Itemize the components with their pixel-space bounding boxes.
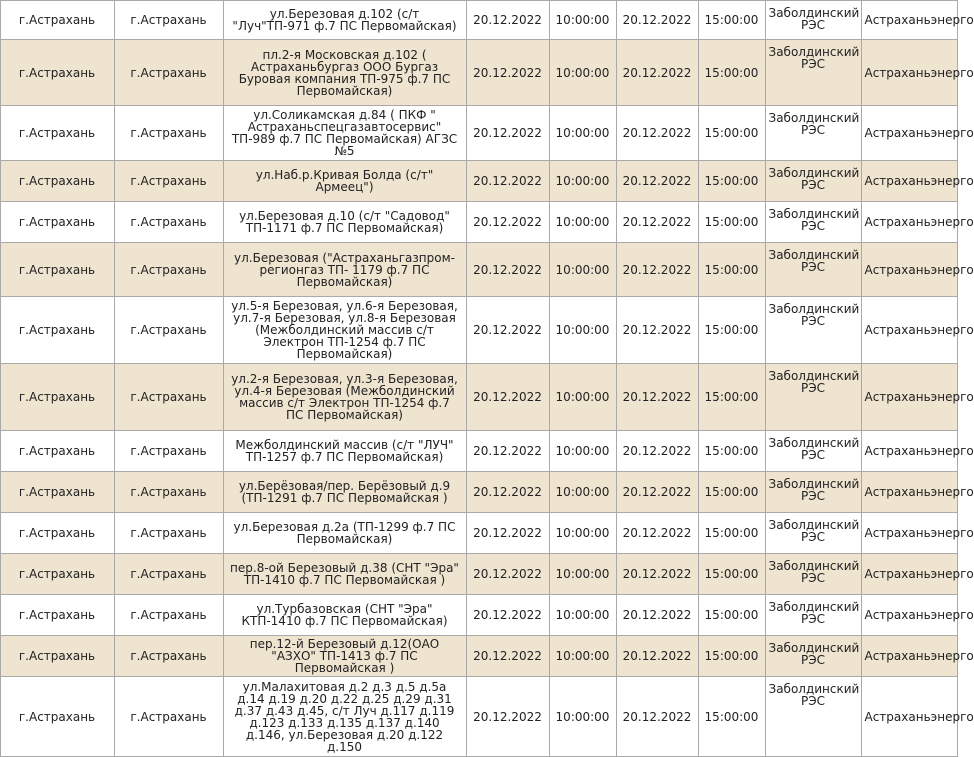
start-date-cell: 20.12.2022 <box>466 595 549 636</box>
city-cell: г.Астрахань <box>0 106 114 161</box>
table-row <box>0 40 957 106</box>
city-cell: г.Астрахань <box>0 40 114 106</box>
res-cell: Заболдинский РЭС <box>765 161 861 202</box>
city-cell: г.Астрахань <box>0 364 114 431</box>
start-time-cell: 10:00:00 <box>549 40 616 106</box>
end-time-cell: 15:00:00 <box>698 1 765 40</box>
locality-cell: г.Астрахань <box>114 106 223 161</box>
locality-cell: г.Астрахань <box>114 595 223 636</box>
organization-cell: Астраханьэнерго <box>861 472 957 513</box>
end-date-cell: 20.12.2022 <box>616 677 698 757</box>
organization-cell: Астраханьэнерго <box>861 364 957 431</box>
address-cell: пл.2-я Московская д.102 ( Астраханьбургаз ООО Бургаз Буровая компания ТП-975 ф.7 ПС Первомайская) <box>223 40 466 106</box>
address-cell: ул.Наб.р.Кривая Болда (с/т" Армеец") <box>223 161 466 202</box>
end-time-cell: 15:00:00 <box>698 431 765 472</box>
organization-cell: Астраханьэнерго <box>861 636 957 677</box>
table-row <box>0 677 957 757</box>
start-date-cell: 20.12.2022 <box>466 431 549 472</box>
city-cell: г.Астрахань <box>0 595 114 636</box>
start-time-cell: 10:00:00 <box>549 513 616 554</box>
start-time-cell: 10:00:00 <box>549 364 616 431</box>
locality-cell: г.Астрахань <box>114 364 223 431</box>
start-date-cell: 20.12.2022 <box>466 364 549 431</box>
table-row <box>0 202 957 243</box>
address-cell: ул.Соликамская д.84 ( ПКФ " Астраханьспецгазавтосервис" ТП-989 ф.7 ПС Первомайская) АГЗС №5 <box>223 106 466 161</box>
locality-cell: г.Астрахань <box>114 297 223 364</box>
start-time-cell: 10:00:00 <box>549 472 616 513</box>
table-row <box>0 297 957 364</box>
locality-cell: г.Астрахань <box>114 1 223 40</box>
city-cell: г.Астрахань <box>0 472 114 513</box>
city-cell: г.Астрахань <box>0 202 114 243</box>
start-time-cell: 10:00:00 <box>549 677 616 757</box>
address-cell: ул.Березовая д.2а (ТП-1299 ф.7 ПС Первомайская) <box>223 513 466 554</box>
end-date-cell: 20.12.2022 <box>616 243 698 297</box>
table-row <box>0 243 957 297</box>
end-time-cell: 15:00:00 <box>698 40 765 106</box>
table-row <box>0 636 957 677</box>
start-time-cell: 10:00:00 <box>549 106 616 161</box>
locality-cell: г.Астрахань <box>114 513 223 554</box>
locality-cell: г.Астрахань <box>114 161 223 202</box>
organization-cell: Астраханьэнерго <box>861 161 957 202</box>
end-date-cell: 20.12.2022 <box>616 161 698 202</box>
start-date-cell: 20.12.2022 <box>466 1 549 40</box>
organization-cell: Астраханьэнерго <box>861 595 957 636</box>
end-time-cell: 15:00:00 <box>698 243 765 297</box>
end-date-cell: 20.12.2022 <box>616 513 698 554</box>
city-cell: г.Астрахань <box>0 161 114 202</box>
table-row <box>0 472 957 513</box>
organization-cell: Астраханьэнерго <box>861 243 957 297</box>
locality-cell: г.Астрахань <box>114 40 223 106</box>
end-time-cell: 15:00:00 <box>698 161 765 202</box>
end-date-cell: 20.12.2022 <box>616 431 698 472</box>
table-row <box>0 431 957 472</box>
table-row <box>0 106 957 161</box>
locality-cell: г.Астрахань <box>114 202 223 243</box>
table-row <box>0 513 957 554</box>
start-time-cell: 10:00:00 <box>549 243 616 297</box>
locality-cell: г.Астрахань <box>114 472 223 513</box>
end-date-cell: 20.12.2022 <box>616 40 698 106</box>
start-time-cell: 10:00:00 <box>549 161 616 202</box>
res-cell: Заболдинский РЭС <box>765 364 861 431</box>
res-cell: Заболдинский РЭС <box>765 595 861 636</box>
start-date-cell: 20.12.2022 <box>466 161 549 202</box>
start-time-cell: 10:00:00 <box>549 554 616 595</box>
end-time-cell: 15:00:00 <box>698 554 765 595</box>
res-cell: Заболдинский РЭС <box>765 297 861 364</box>
end-date-cell: 20.12.2022 <box>616 364 698 431</box>
end-time-cell: 15:00:00 <box>698 106 765 161</box>
organization-cell: Астраханьэнерго <box>861 297 957 364</box>
end-date-cell: 20.12.2022 <box>616 554 698 595</box>
end-date-cell: 20.12.2022 <box>616 1 698 40</box>
start-time-cell: 10:00:00 <box>549 297 616 364</box>
res-cell: Заболдинский РЭС <box>765 554 861 595</box>
end-time-cell: 15:00:00 <box>698 202 765 243</box>
organization-cell: Астраханьэнерго <box>861 202 957 243</box>
locality-cell: г.Астрахань <box>114 431 223 472</box>
address-cell: ул.5-я Березовая, ул.6-я Березовая, ул.7-я Березовая, ул.8-я Березовая (Межболдинский массив с/т Электрон ТП-1254 ф.7 ПС Первомайская) <box>223 297 466 364</box>
end-time-cell: 15:00:00 <box>698 677 765 757</box>
address-cell: ул.Березовая д.10 (с/т "Садовод" ТП-1171 ф.7 ПС Первомайская) <box>223 202 466 243</box>
res-cell: Заболдинский РЭС <box>765 1 861 40</box>
organization-cell: Астраханьэнерго <box>861 431 957 472</box>
end-date-cell: 20.12.2022 <box>616 636 698 677</box>
start-date-cell: 20.12.2022 <box>466 677 549 757</box>
organization-cell: Астраханьэнерго <box>861 554 957 595</box>
start-date-cell: 20.12.2022 <box>466 40 549 106</box>
end-time-cell: 15:00:00 <box>698 636 765 677</box>
city-cell: г.Астрахань <box>0 554 114 595</box>
organization-cell: Астраханьэнерго <box>861 677 957 757</box>
locality-cell: г.Астрахань <box>114 243 223 297</box>
address-cell: ул.Турбазовская (СНТ "Эра" КТП-1410 ф.7 ПС Первомайская) <box>223 595 466 636</box>
city-cell: г.Астрахань <box>0 677 114 757</box>
organization-cell: Астраханьэнерго <box>861 106 957 161</box>
start-date-cell: 20.12.2022 <box>466 297 549 364</box>
res-cell: Заболдинский РЭС <box>765 677 861 757</box>
city-cell: г.Астрахань <box>0 431 114 472</box>
start-time-cell: 10:00:00 <box>549 431 616 472</box>
start-time-cell: 10:00:00 <box>549 202 616 243</box>
end-time-cell: 15:00:00 <box>698 595 765 636</box>
start-time-cell: 10:00:00 <box>549 1 616 40</box>
res-cell: Заболдинский РЭС <box>765 202 861 243</box>
res-cell: Заболдинский РЭС <box>765 472 861 513</box>
city-cell: г.Астрахань <box>0 243 114 297</box>
table-row <box>0 1 957 40</box>
start-date-cell: 20.12.2022 <box>466 472 549 513</box>
start-date-cell: 20.12.2022 <box>466 554 549 595</box>
address-cell: ул.2-я Березовая, ул.3-я Березовая, ул.4-я Березовая (Межболдинский массив с/т Электрон ТП-1254 ф.7 ПС Первомайская) <box>223 364 466 431</box>
address-cell: ул.Малахитовая д.2 д.3 д.5 д.5а д.14 д.19 д.20 д.22 д.25 д.29 д.31 д.37 д.43 д.45, с/т Луч д.117 д.119 д.123 д.133 д.135 д.137 д.140 д.146, ул.Березовая д.20 д.122 д.150 <box>223 677 466 757</box>
end-time-cell: 15:00:00 <box>698 513 765 554</box>
start-time-cell: 10:00:00 <box>549 636 616 677</box>
end-date-cell: 20.12.2022 <box>616 595 698 636</box>
res-cell: Заболдинский РЭС <box>765 40 861 106</box>
end-time-cell: 15:00:00 <box>698 472 765 513</box>
locality-cell: г.Астрахань <box>114 554 223 595</box>
address-cell: пер.8-ой Березовый д.38 (СНТ "Эра" ТП-1410 ф.7 ПС Первомайская ) <box>223 554 466 595</box>
end-date-cell: 20.12.2022 <box>616 202 698 243</box>
start-time-cell: 10:00:00 <box>549 595 616 636</box>
start-date-cell: 20.12.2022 <box>466 243 549 297</box>
start-date-cell: 20.12.2022 <box>466 202 549 243</box>
address-cell: Межболдинский массив (с/т "ЛУЧ" ТП-1257 ф.7 ПС Первомайская) <box>223 431 466 472</box>
address-cell: ул.Березовая ("Астраханьгазпром-регионгаз ТП- 1179 ф.7 ПС Первомайская) <box>223 243 466 297</box>
locality-cell: г.Астрахань <box>114 636 223 677</box>
city-cell: г.Астрахань <box>0 513 114 554</box>
res-cell: Заболдинский РЭС <box>765 636 861 677</box>
table-row <box>0 595 957 636</box>
end-date-cell: 20.12.2022 <box>616 106 698 161</box>
table-row <box>0 364 957 431</box>
city-cell: г.Астрахань <box>0 1 114 40</box>
address-cell: ул.Берёзовая/пер. Берёзовый д.9 (ТП-1291 ф.7 ПС Первомайская ) <box>223 472 466 513</box>
start-date-cell: 20.12.2022 <box>466 636 549 677</box>
organization-cell: Астраханьэнерго <box>861 1 957 40</box>
address-cell: ул.Березовая д.102 (с/т "Луч"ТП-971 ф.7 ПС Первомайская) <box>223 1 466 40</box>
start-date-cell: 20.12.2022 <box>466 513 549 554</box>
end-date-cell: 20.12.2022 <box>616 472 698 513</box>
table-row <box>0 161 957 202</box>
res-cell: Заболдинский РЭС <box>765 431 861 472</box>
start-date-cell: 20.12.2022 <box>466 106 549 161</box>
end-date-cell: 20.12.2022 <box>616 297 698 364</box>
organization-cell: Астраханьэнерго <box>861 513 957 554</box>
table-body <box>0 1 974 757</box>
res-cell: Заболдинский РЭС <box>765 243 861 297</box>
city-cell: г.Астрахань <box>0 636 114 677</box>
address-cell: пер.12-й Березовый д.12(ОАО "АЗХО" ТП-1413 ф.7 ПС Первомайская ) <box>223 636 466 677</box>
table-row <box>0 554 957 595</box>
end-time-cell: 15:00:00 <box>698 364 765 431</box>
locality-cell: г.Астрахань <box>114 677 223 757</box>
res-cell: Заболдинский РЭС <box>765 513 861 554</box>
res-cell: Заболдинский РЭС <box>765 106 861 161</box>
city-cell: г.Астрахань <box>0 297 114 364</box>
organization-cell: Астраханьэнерго <box>861 40 957 106</box>
end-time-cell: 15:00:00 <box>698 297 765 364</box>
